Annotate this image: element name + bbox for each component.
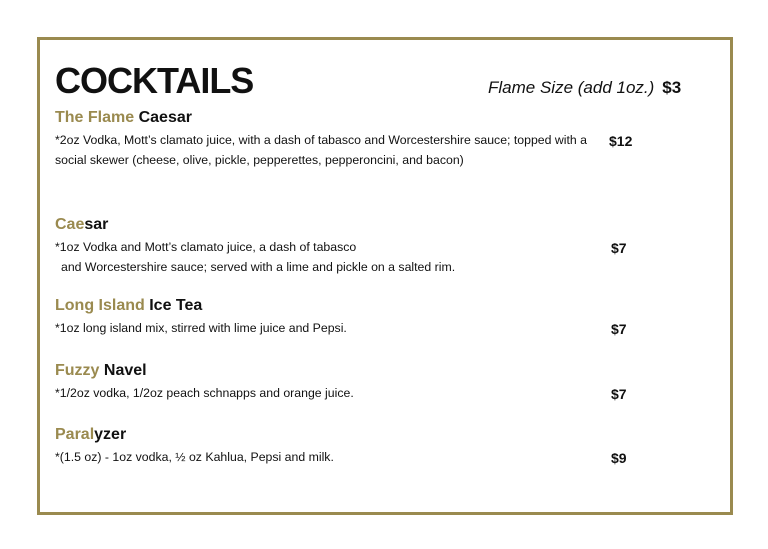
item-price: $7 xyxy=(611,240,627,256)
item-name xyxy=(55,362,705,384)
item-name xyxy=(55,109,705,131)
flame-size-price: $3 xyxy=(662,78,682,97)
item-name-black: sar xyxy=(84,216,109,233)
menu-item-caesar xyxy=(55,216,705,277)
flame-size-note xyxy=(488,78,681,98)
item-description: *(1.5 oz) - 1oz vodka, ½ oz Kahlua, Pepsi and milk. xyxy=(55,450,334,464)
item-name xyxy=(55,216,705,238)
menu-item-flame-caesar xyxy=(55,109,705,170)
item-description: *2oz Vodka, Mott’s clamato juice, with a dash of tabasco and Worcestershire sauce; topped with a social skewer (cheese, olive, pickle, pepperettes, pepperoncini, and bacon) xyxy=(55,133,588,167)
item-price: $9 xyxy=(611,450,627,466)
item-price: $12 xyxy=(609,133,633,149)
item-name xyxy=(55,426,705,448)
page-title: COCKTAILS xyxy=(55,60,254,101)
item-description: *1oz long island mix, stirred with lime juice and Pepsi. xyxy=(55,321,347,335)
item-name-black: Ice Tea xyxy=(149,297,203,314)
item-name-black: Navel xyxy=(103,362,147,379)
flame-size-label: Flame Size (add 1oz.) xyxy=(488,78,655,97)
item-description: *1/2oz vodka, 1/2oz peach schnapps and orange juice. xyxy=(55,386,354,400)
item-price: $7 xyxy=(611,386,627,402)
item-name xyxy=(55,297,705,319)
menu-item-paralyzer xyxy=(55,426,705,468)
item-name-gold: Long Island xyxy=(55,297,145,314)
item-name-gold: Fuzzy xyxy=(55,362,100,379)
item-description-line2: and Worcestershire sauce; served with a lime and pickle on a salted rim. xyxy=(61,259,456,274)
item-name-black: Caesar xyxy=(138,109,192,126)
item-name-black: yzer xyxy=(94,426,127,443)
item-name-gold: The Flame xyxy=(55,109,135,126)
item-name-gold: Cae xyxy=(55,216,85,233)
item-name-gold: Paral xyxy=(55,426,95,443)
menu-item-fuzzy-navel xyxy=(55,362,705,404)
item-description: *1oz Vodka and Mott’s clamato juice, a dash of tabasco xyxy=(55,240,357,254)
item-price: $7 xyxy=(611,321,627,337)
menu-item-long-island xyxy=(55,297,705,339)
